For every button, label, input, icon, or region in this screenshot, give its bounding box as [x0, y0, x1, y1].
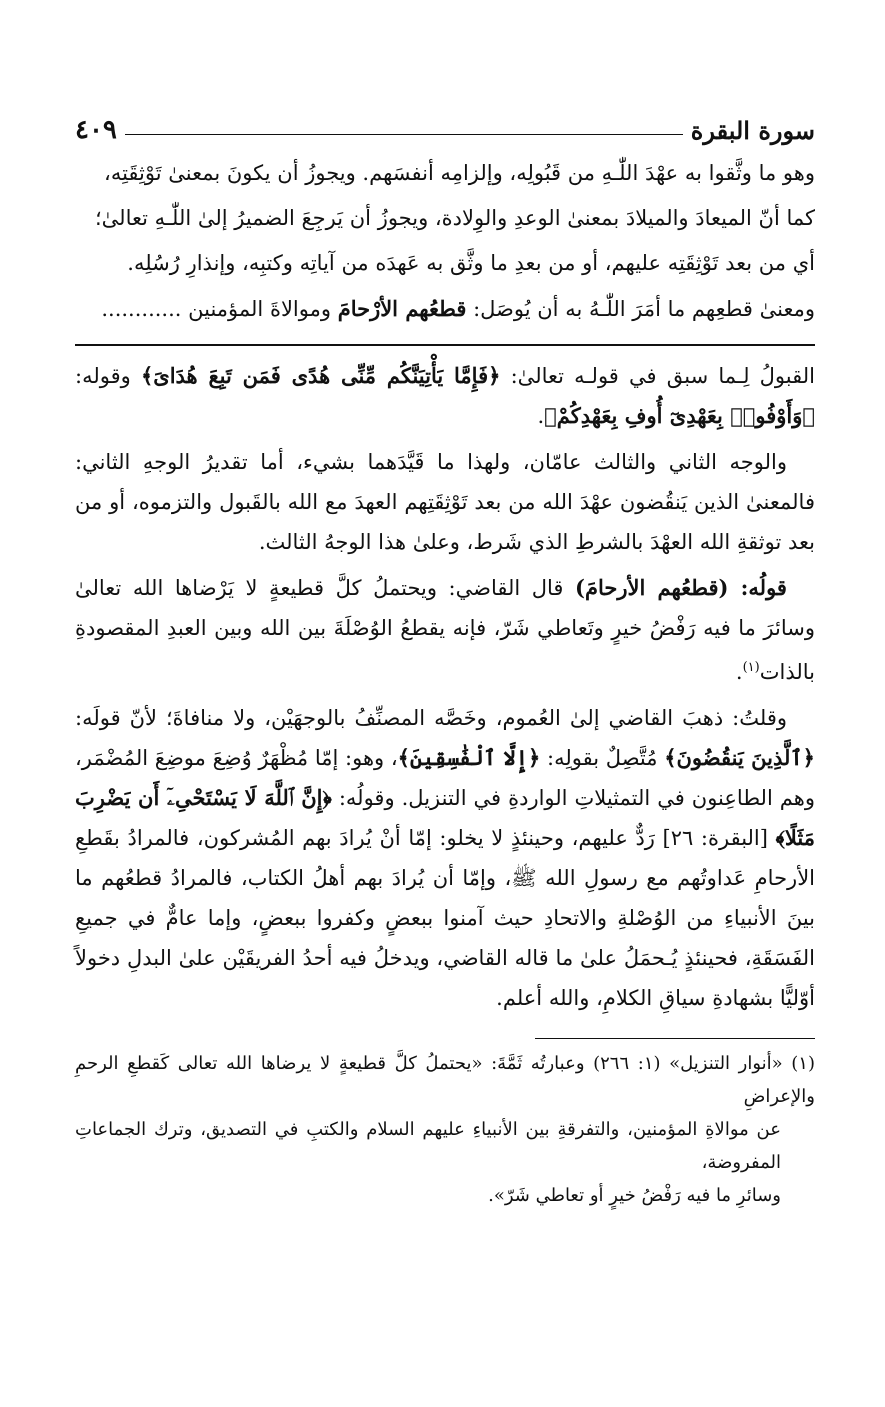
- commentary-text: القبولُ لِـما سبق في قولـه تعالىٰ:: [510, 364, 815, 388]
- footnote-line: (١) «أنوار التنزيل» (١: ٢٦٦) وعبارتُه ثَمَّةَ: «يحتملُ كلَّ قطيعةٍ لا يرضاها الله تعالى كَقطعِ الرحمِ والإعراضِ: [75, 1053, 815, 1107]
- commentary-text: .: [735, 660, 743, 684]
- commentary-text: مُتَّصِلٌ بقولِه:: [547, 746, 658, 770]
- commentary-paragraph-1: [75, 356, 815, 436]
- main-text-line: وهو ما وثَّقوا به عهْدَ اللّٰـهِ من قَبُولِه، وإلزامِه أنفسَهم. ويجوزُ أن يكونَ بمعنىٰ تَوْثِقَتِه،: [104, 161, 815, 185]
- commentary: [75, 356, 815, 1018]
- lemma-label: قولُه: (قطعُهم الأرحامَ): [575, 575, 787, 600]
- page: [75, 95, 815, 1212]
- commentary-paragraph-3: [75, 568, 815, 692]
- commentary-paragraph-4: [75, 698, 815, 1018]
- main-separator: [75, 344, 815, 346]
- header-rule: [125, 134, 683, 135]
- main-text-last-end: وموالاةَ المؤمنين ............: [101, 297, 331, 321]
- main-text-last-line: [75, 286, 815, 332]
- main-text-line: كما أنّ الميعادَ والميلادَ بمعنىٰ الوعدِ والوِلادة، ويجوزُ أن يَرجِعَ الضميرُ إلىٰ اللّٰـهِ تعالىٰ؛: [95, 206, 815, 230]
- footnote-separator: [535, 1038, 815, 1039]
- main-text-highlight: قطعُهم الأرْحامَ: [337, 296, 467, 321]
- footnotes: [75, 1047, 815, 1212]
- surah-name: سورة البقرة: [690, 116, 815, 145]
- page-header: [75, 95, 815, 145]
- quran-verse: ﴿فَإِمَّا يَأْتِيَنَّكُم مِّنِّى هُدًى فَمَن تَبِعَ هُدَاىَ﴾: [140, 363, 501, 388]
- commentary-text: [البقرة: ٢٦] رَدٌّ عليهم، وحينئذٍ لا يخلو: إمّا أنْ يُرادَ بهم المُشركون، فالمرادُ بقَطعِ الأرحامِ عَداوتُهم مع رسولِ الله ﷺ، وإمّا أن يُرادَ بهم أهلُ الكتاب، فالمرادُ قطعُهم ما بينَ الأنبياءِ من الوُصْلةِ والاتحادِ حيث آمنوا ببعضٍ وكفروا ببعضٍ، وإما عامٌّ في جميعِ الفَسَقَةِ، فحينئذٍ يُـحمَلُ علىٰ ما قاله القاضي، ويدخلُ فيه أحدُ الفريقَيْن علىٰ البدلِ دخولاً أوّليًّا بشهادةِ سياقِ الكلامِ، والله أعلم.: [75, 826, 815, 1010]
- commentary-paragraph-2: والوجه الثاني والثالث عامّان، ولهذا ما قَيَّدَهما بشيء، أما تقديرُ الوجهِ الثاني: فالمعنىٰ الذين يَنقُضون عهْدَ الله من بعد تَوْثِقَتِهم العهدَ مع الله بالقَبول والتزموه، أو من بعد توثقةِ الله العهْدَ بالشرطِ الذي شَرط، وعلىٰ هذا الوجهُ الثالث.: [75, 450, 815, 554]
- commentary-text: ، وهو: إمّا مُظْهَرٌ وُضِعَ موضِعَ المُضْمَر، وهم الطاعِنون في التمثيلاتِ الواردةِ في التنزيل. وقولُه:: [75, 746, 815, 810]
- commentary-text: .: [537, 404, 545, 428]
- quran-verse: ﴿ٱلَّذِينَ يَنقُضُونَ﴾: [664, 745, 815, 770]
- footnote-ref[interactable]: (١): [742, 660, 760, 675]
- commentary-text: وقلتُ: ذهبَ القاضي إلىٰ العُموم، وخَصَّه المصنِّفُ بالوجهَيْن، ولا منافاةَ؛ لأنّ قولَه:: [75, 706, 787, 730]
- main-text-line: أي من بعد تَوْثِقَتِه عليهم، أو من بعدِ ما وثَّق به عَهدَه من آياتِه وكتبِه، وإنذارِ رُسُلِه.: [127, 251, 815, 275]
- footnote-line: وسائرِ ما فيه رَفْضُ خيرٍ أو تعاطي شَرّ».: [488, 1185, 781, 1206]
- footnote-line: عن موالاةِ المؤمنين، والتفرقةِ بين الأنبياءِ عليهم السلام والكتبِ في التصديق، وترك الجماعاتِ المفروضة،: [75, 1119, 781, 1173]
- page-number: ٤٠٩: [75, 115, 117, 145]
- main-text-last-start: ومعنىٰ قطعِهم ما أمَرَ اللّٰـهُ به أن يُوصَل:: [473, 297, 815, 321]
- quran-verse: ﴿إِلَّا ٱلْفَٰسِقِينَ﴾: [397, 745, 541, 770]
- commentary-text: وقوله:: [75, 364, 131, 388]
- quran-verse: ﴿إِنَّ ٱللَّهَ لَا يَسْتَحْىِۦٓ أَن يَضْرِبَ مَثَلًا﴾: [75, 785, 815, 850]
- commentary-text: قال القاضي: ويحتملُ كلَّ قطيعةٍ لا يَرْضاها الله تعالىٰ وسائرَ ما فيه رَفْضُ خيرٍ وتَعاطي شَرّ، فإنه يقطعُ الوُصْلَةَ بين الله وبين العبدِ المقصودةِ بالذات: [75, 576, 815, 684]
- main-text: [75, 151, 815, 332]
- quran-verse: ﴿وَأَوْفُوا۟ بِعَهْدِىٓ أُوفِ بِعَهْدِكُمْ﴾: [544, 403, 815, 428]
